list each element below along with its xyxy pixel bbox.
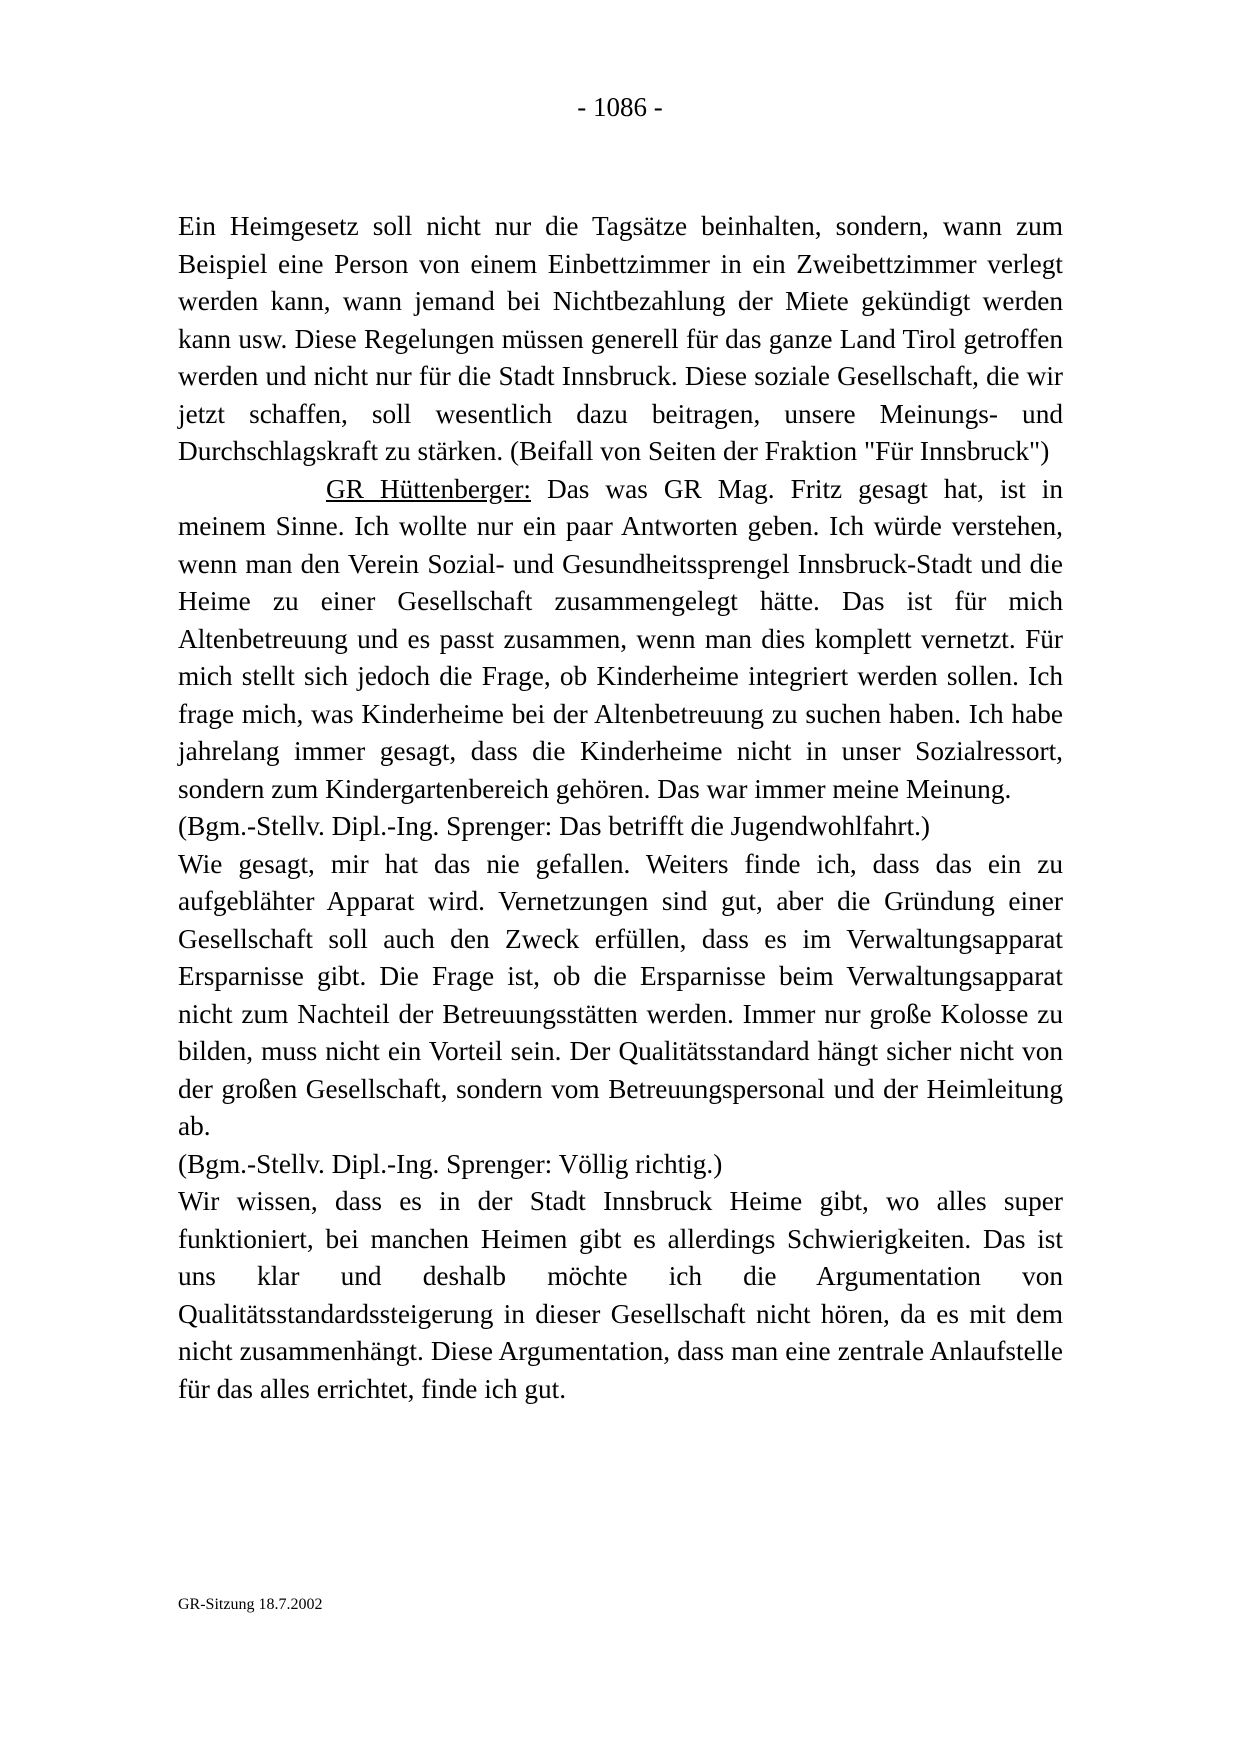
speaker-text: Das was GR Mag. Fritz gesagt hat, ist in meinem Sinne. Ich wollte nur ein paar Antworten geben. Ich würde verstehen, wenn man den Verein Sozial- und Gesundheitssprengel Innsbruck-Stadt und die Heime zu einer Gesellschaft zusammengelegt hätte. Das ist für mich Altenbetreuung und es passt zusammen, wenn man dies komplett vernetzt. Für mich stellt sich jedoch die Frage, ob Kinderheime integriert werden sollen. Ich frage mich, was Kinderheime bei der Altenbetreuung zu suchen haben. Ich habe jahrelang immer gesagt, dass die Kinderheime nicht in unser Sozialressort, sondern zum Kindergartenbereich gehören. Das war immer meine Meinung.	[178, 473, 1063, 804]
footer-session-date: GR-Sitzung 18.7.2002	[178, 1596, 323, 1613]
document-body	[178, 208, 1063, 1408]
page-number: - 1086 -	[577, 92, 663, 122]
paragraph: Ein Heimgesetz soll nicht nur die Tagsätze beinhalten, sondern, wann zum Beispiel eine Person von einem Einbettzimmer in ein Zweibettzimmer verlegt werden kann, wann jemand bei Nichtbezahlung der Miete gekündigt werden kann usw. Diese Regelungen müssen generell für das ganze Land Tirol getroffen werden und nicht nur für die Stadt Innsbruck. Diese soziale Gesellschaft, die wir jetzt schaffen, soll wesentlich dazu beitragen, unsere Meinungs- und Durchschlagskraft zu stärken. (Beifall von Seiten der Fraktion "Für Innsbruck")	[178, 211, 1063, 466]
speaker-paragraph	[178, 471, 1063, 809]
speaker-name: GR Hüttenberger:	[326, 473, 531, 504]
paragraph: Wir wissen, dass es in der Stadt Innsbruck Heime gibt, wo alles super funktioniert, bei manchen Heimen gibt es allerdings Schwierigkeiten. Das ist uns klar und deshalb möchte ich die Argumentation von Qualitätsstandardssteigerung in dieser Gesellschaft nicht hören, da es mit dem nicht zusammenhängt. Diese Argumentation, dass man eine zentrale Anlaufstelle für das alles errichtet, finde ich gut.	[178, 1186, 1063, 1404]
interjection: (Bgm.-Stellv. Dipl.-Ing. Sprenger: Völlig richtig.)	[178, 1148, 723, 1179]
paragraph: Wie gesagt, mir hat das nie gefallen. Weiters finde ich, dass das ein zu aufgeblähter Apparat wird. Vernetzungen sind gut, aber die Gründung einer Gesellschaft soll auch den Zweck erfüllen, dass es im Verwaltungsapparat Ersparnisse gibt. Die Frage ist, ob die Ersparnisse beim Verwaltungsapparat nicht zum Nachteil der Betreuungsstätten werden. Immer nur große Kolosse zu bilden, muss nicht ein Vorteil sein. Der Qualitätsstandard hängt sicher nicht von der großen Gesellschaft, sondern vom Betreuungspersonal und der Heimleitung ab.	[178, 848, 1063, 1141]
interjection: (Bgm.-Stellv. Dipl.-Ing. Sprenger: Das betrifft die Jugendwohlfahrt.)	[178, 811, 931, 841]
